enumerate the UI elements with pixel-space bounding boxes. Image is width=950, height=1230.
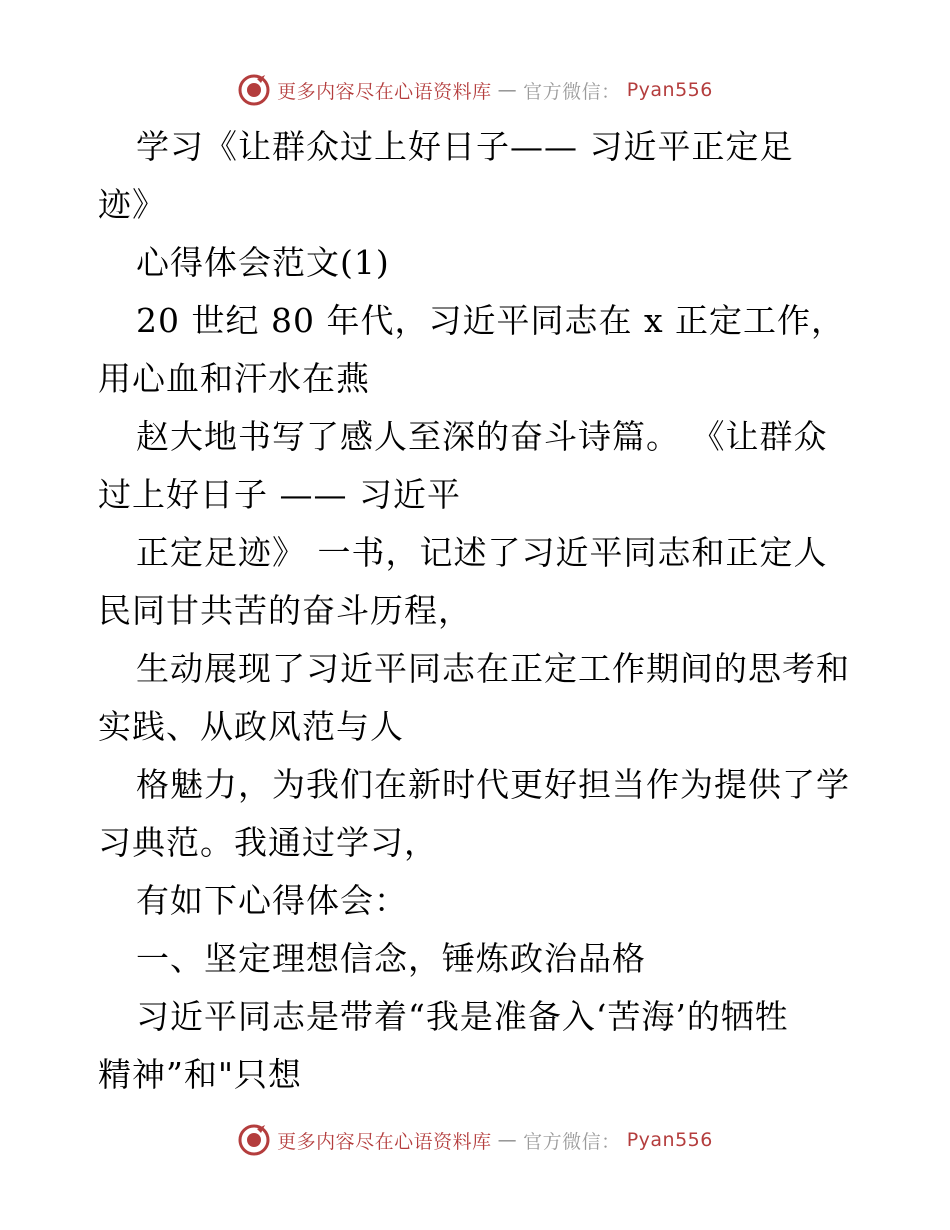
text-line: 正定足迹》 一书，记述了习近平同志和正定人 — [136, 533, 828, 572]
watermark-separator: — — [497, 79, 518, 101]
text-line: 20 世纪 80 年代，习近平同志在 x 正定工作， — [136, 301, 846, 340]
text-line: 学习《让群众过上好日子—— 习近平正定足 — [136, 127, 794, 166]
header-watermark — [0, 70, 950, 110]
text-line: 迹》 — [98, 185, 166, 224]
text-line: 格魅力，为我们在新时代更好担当作为提供了学 — [136, 765, 850, 804]
text-line: 过上好日子 —— 习近平 — [98, 475, 461, 514]
watermark-brand: 更多内容尽在心语资料库 — [277, 80, 492, 103]
text-line: 一、坚定理想信念，锤炼政治品格 — [136, 939, 646, 978]
text-line: 精神”和"只想 — [98, 1055, 303, 1094]
text-line: 心得体会范文(1) — [136, 243, 390, 282]
watermark-wechat-label: 官方微信： — [523, 80, 621, 103]
document-body — [98, 118, 858, 1104]
text-line: 习近平同志是带着“我是准备入‘苦海’的牺牲 — [136, 997, 789, 1036]
text-line: 习典范。我通过学习， — [98, 823, 438, 862]
watermark-logo-icon — [237, 1123, 271, 1157]
text-line: 民同甘共苦的奋斗历程， — [98, 591, 472, 630]
watermark-separator: — — [497, 1129, 518, 1151]
watermark-wechat-id: Pyan556 — [626, 1129, 713, 1151]
text-line: 用心血和汗水在燕 — [98, 359, 370, 398]
footer-watermark — [0, 1120, 950, 1160]
text-line: 生动展现了习近平同志在正定工作期间的思考和 — [136, 649, 850, 688]
text-line: 赵大地书写了感人至深的奋斗诗篇。 《让群众 — [136, 417, 828, 456]
text-line: 实践、从政风范与人 — [98, 707, 404, 746]
watermark-logo-icon — [237, 73, 271, 107]
watermark-wechat-label: 官方微信： — [523, 1130, 621, 1153]
watermark-brand: 更多内容尽在心语资料库 — [277, 1130, 492, 1153]
watermark-wechat-id: Pyan556 — [626, 79, 713, 101]
text-line: 有如下心得体会： — [136, 881, 408, 920]
